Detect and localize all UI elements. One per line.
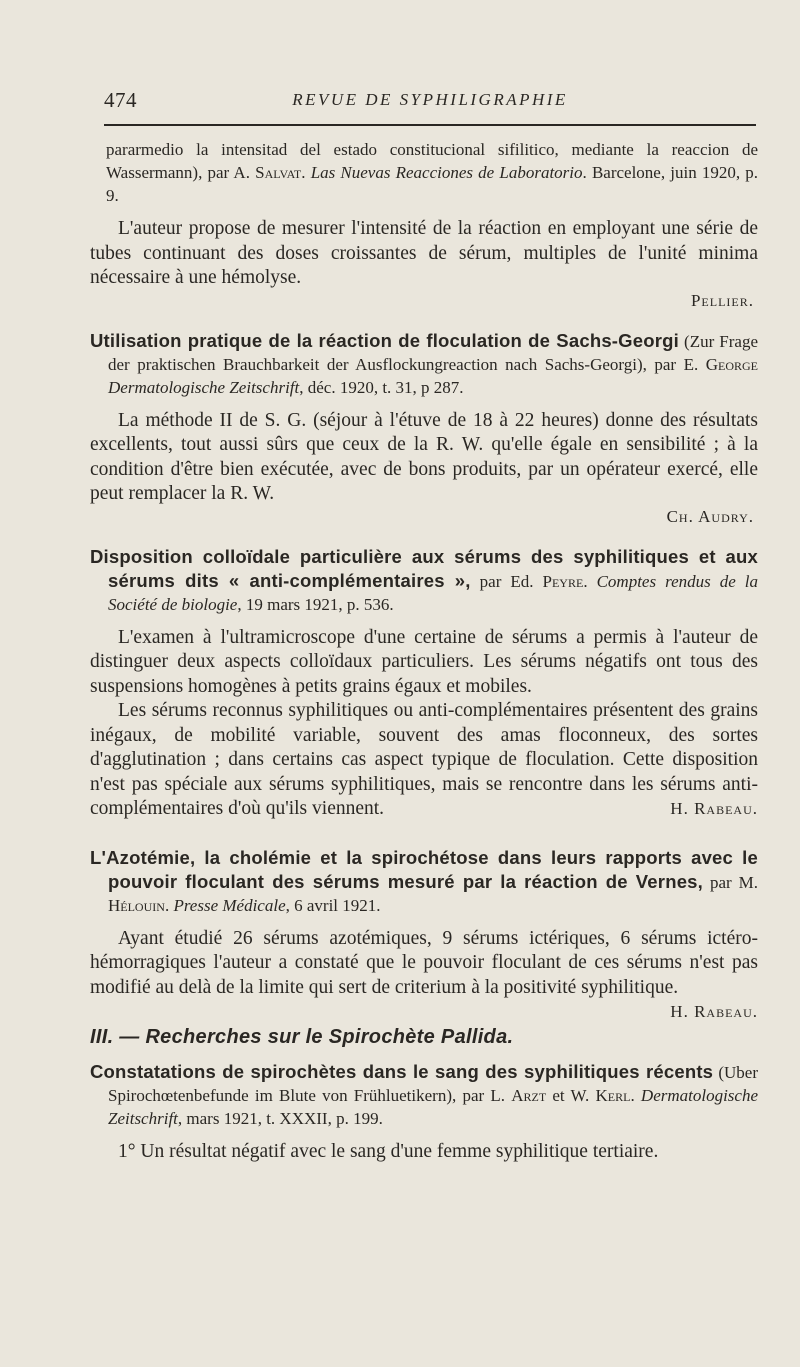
intro-signature: Pellier. <box>690 290 754 310</box>
intro-ref-text: reaccion de Wassermann), par A. <box>106 140 759 182</box>
article-ref-text: (Zur Frage der praktischen Brauchbarkeit der Ausflockungreaction nach Sachs-Georgi), par E. <box>108 331 758 374</box>
article-title: Disposition colloïdale particulière aux sérums des syphilitiques et aux sérums dits « anti-complémentaires », <box>90 545 758 591</box>
page-header <box>104 88 756 118</box>
article-ref-date: , 6 avril 1921. <box>285 895 381 915</box>
article-body <box>90 699 758 822</box>
page-number: 474 <box>104 88 137 112</box>
intro-ref-sep: . <box>301 163 311 182</box>
article-signature: Ch. Audry. <box>666 506 754 526</box>
article-heading <box>90 846 758 917</box>
spacer <box>90 1050 758 1060</box>
intro-ref-author: Salvat <box>255 163 302 182</box>
article-ref-text: par M. <box>703 872 758 892</box>
article-ref-journal: Dermatologische Zeitschrift <box>108 377 300 397</box>
spacer <box>90 616 758 626</box>
article-sachs-georgi <box>90 329 758 527</box>
intro-ref-line: pararmedio la intensitad del estado constitucional sifilitico, mediante la <box>106 140 659 159</box>
page-content <box>90 138 758 1165</box>
running-title: REVUE DE SYPHILIGRAPHIE <box>292 90 568 109</box>
article-signature: H. Rabeau. <box>670 799 758 818</box>
article-ref-sep: . <box>630 1086 641 1105</box>
article-ref-author: Arzt <box>511 1086 547 1105</box>
article-ref-sep: et W. <box>546 1086 596 1105</box>
spacer <box>90 399 758 409</box>
article-heading <box>90 545 758 616</box>
article-title: Constatations de spirochètes dans le sang des syphilitiques récents <box>90 1061 714 1082</box>
article-body-text: Les sérums reconnus syphilitiques ou anti-complémentaires présentent des grains inégaux, de mobilité variable, souvent des amas floconneux, des sortes d'agglutination ; dans certains cas aspect typique de floculation. Cette disposition n'est pas spéciale aux sérums syphilitiques, mais se rencontre dans les sérums anti-complémentaires d'où qu'ils viennent. <box>90 700 758 819</box>
article-ref-date: , déc. 1920, t. 31, p 287. <box>299 377 464 397</box>
article-body <box>90 927 758 1021</box>
article-heading <box>90 1060 758 1130</box>
spacer <box>90 207 758 217</box>
spacer <box>90 917 758 927</box>
article-ref-author: Peyre <box>542 571 584 591</box>
spacer <box>90 822 758 846</box>
article-signature: H. Rabeau. <box>670 1002 758 1021</box>
article-ref-journal: Dermatologische Zeitschrift <box>108 1086 759 1128</box>
article-body-text: Ayant étudié 26 sérums azotémiques, 9 sérums ictériques, 6 sérums ictéro-hémorragiques l'auteur a constaté que le pouvoir floculant de ces sérums n'est pas modifié au delà de la limite qui sert de criterium à la positivité syphilitique. <box>90 927 758 998</box>
intro-reference <box>90 138 758 207</box>
intro-ref-date: . Barcelone, juin 1920, p. 9. <box>106 163 759 205</box>
article-ref-journal: Comptes rendus de la Société de biologie <box>108 571 759 614</box>
article-title: Utilisation pratique de la réaction de floculation de Sachs-Georgi <box>90 329 679 351</box>
article-ref-author: George <box>705 354 758 374</box>
article-disposition-colloidale <box>90 545 758 822</box>
section-heading: III. — Recherches sur le Spirochète Pallida. <box>90 1026 514 1048</box>
intro-body: L'auteur propose de mesurer l'intensité de la réaction en employant une série de tubes continuant des doses croissantes de sérum, multiples de l'unité minima nécessaire à une hémolyse. <box>90 218 758 288</box>
article-ref-date: , 19 mars 1921, p. 536. <box>237 594 394 614</box>
article-ref-text: par Ed. <box>470 571 543 591</box>
article-body: L'examen à l'ultramicroscope d'une certaine de sérums a permis à l'auteur de distinguer deux aspects colloïdaux particuliers. Les sérums négatifs ont tous des suspensions homogènes à petits grains égaux et mobiles. <box>90 626 758 697</box>
article-ref-journal: Presse Médicale <box>173 895 286 915</box>
article-body: La méthode II de S. G. (séjour à l'étuve de 18 à 22 heures) donne des résultats excellents, tout aussi sûrs que ceux de la R. W. qu'elle égale en sensibilité ; à la condition d'être bien exécutée, avec de bons produits, par un opérateur exercé, elle peut remplacer la R. W. <box>90 409 758 504</box>
spacer <box>90 1130 758 1140</box>
article-body: 1° Un résultat négatif avec le sang d'une femme syphilitique tertiaire. <box>118 1141 659 1162</box>
article-ref-author: Hélouin <box>108 895 165 915</box>
article-title: L'Azotémie, la cholémie et la spirochétose dans leurs rapports avec le pouvoir floculant des sérums mesuré par la réaction de Vernes, <box>90 846 758 892</box>
article-heading <box>90 329 758 399</box>
header-rule <box>104 124 756 126</box>
article-ref-sep: . <box>164 895 174 915</box>
article-spirochetes-sang <box>90 1060 758 1165</box>
article-azotemie <box>90 846 758 1021</box>
spacer <box>90 527 758 545</box>
spacer <box>90 311 758 329</box>
intro-ref-journal: Las Nuevas Reacciones de Laboratorio <box>310 163 583 182</box>
article-ref-sep: . <box>583 571 597 591</box>
article-ref-date: , mars 1921, t. XXXII, p. 199. <box>177 1109 383 1128</box>
article-ref-author: Kerl <box>595 1086 631 1105</box>
article-ref-text: (Uber Spirochœtenbefunde im Blute von Frühluetikern), par L. <box>108 1063 758 1105</box>
